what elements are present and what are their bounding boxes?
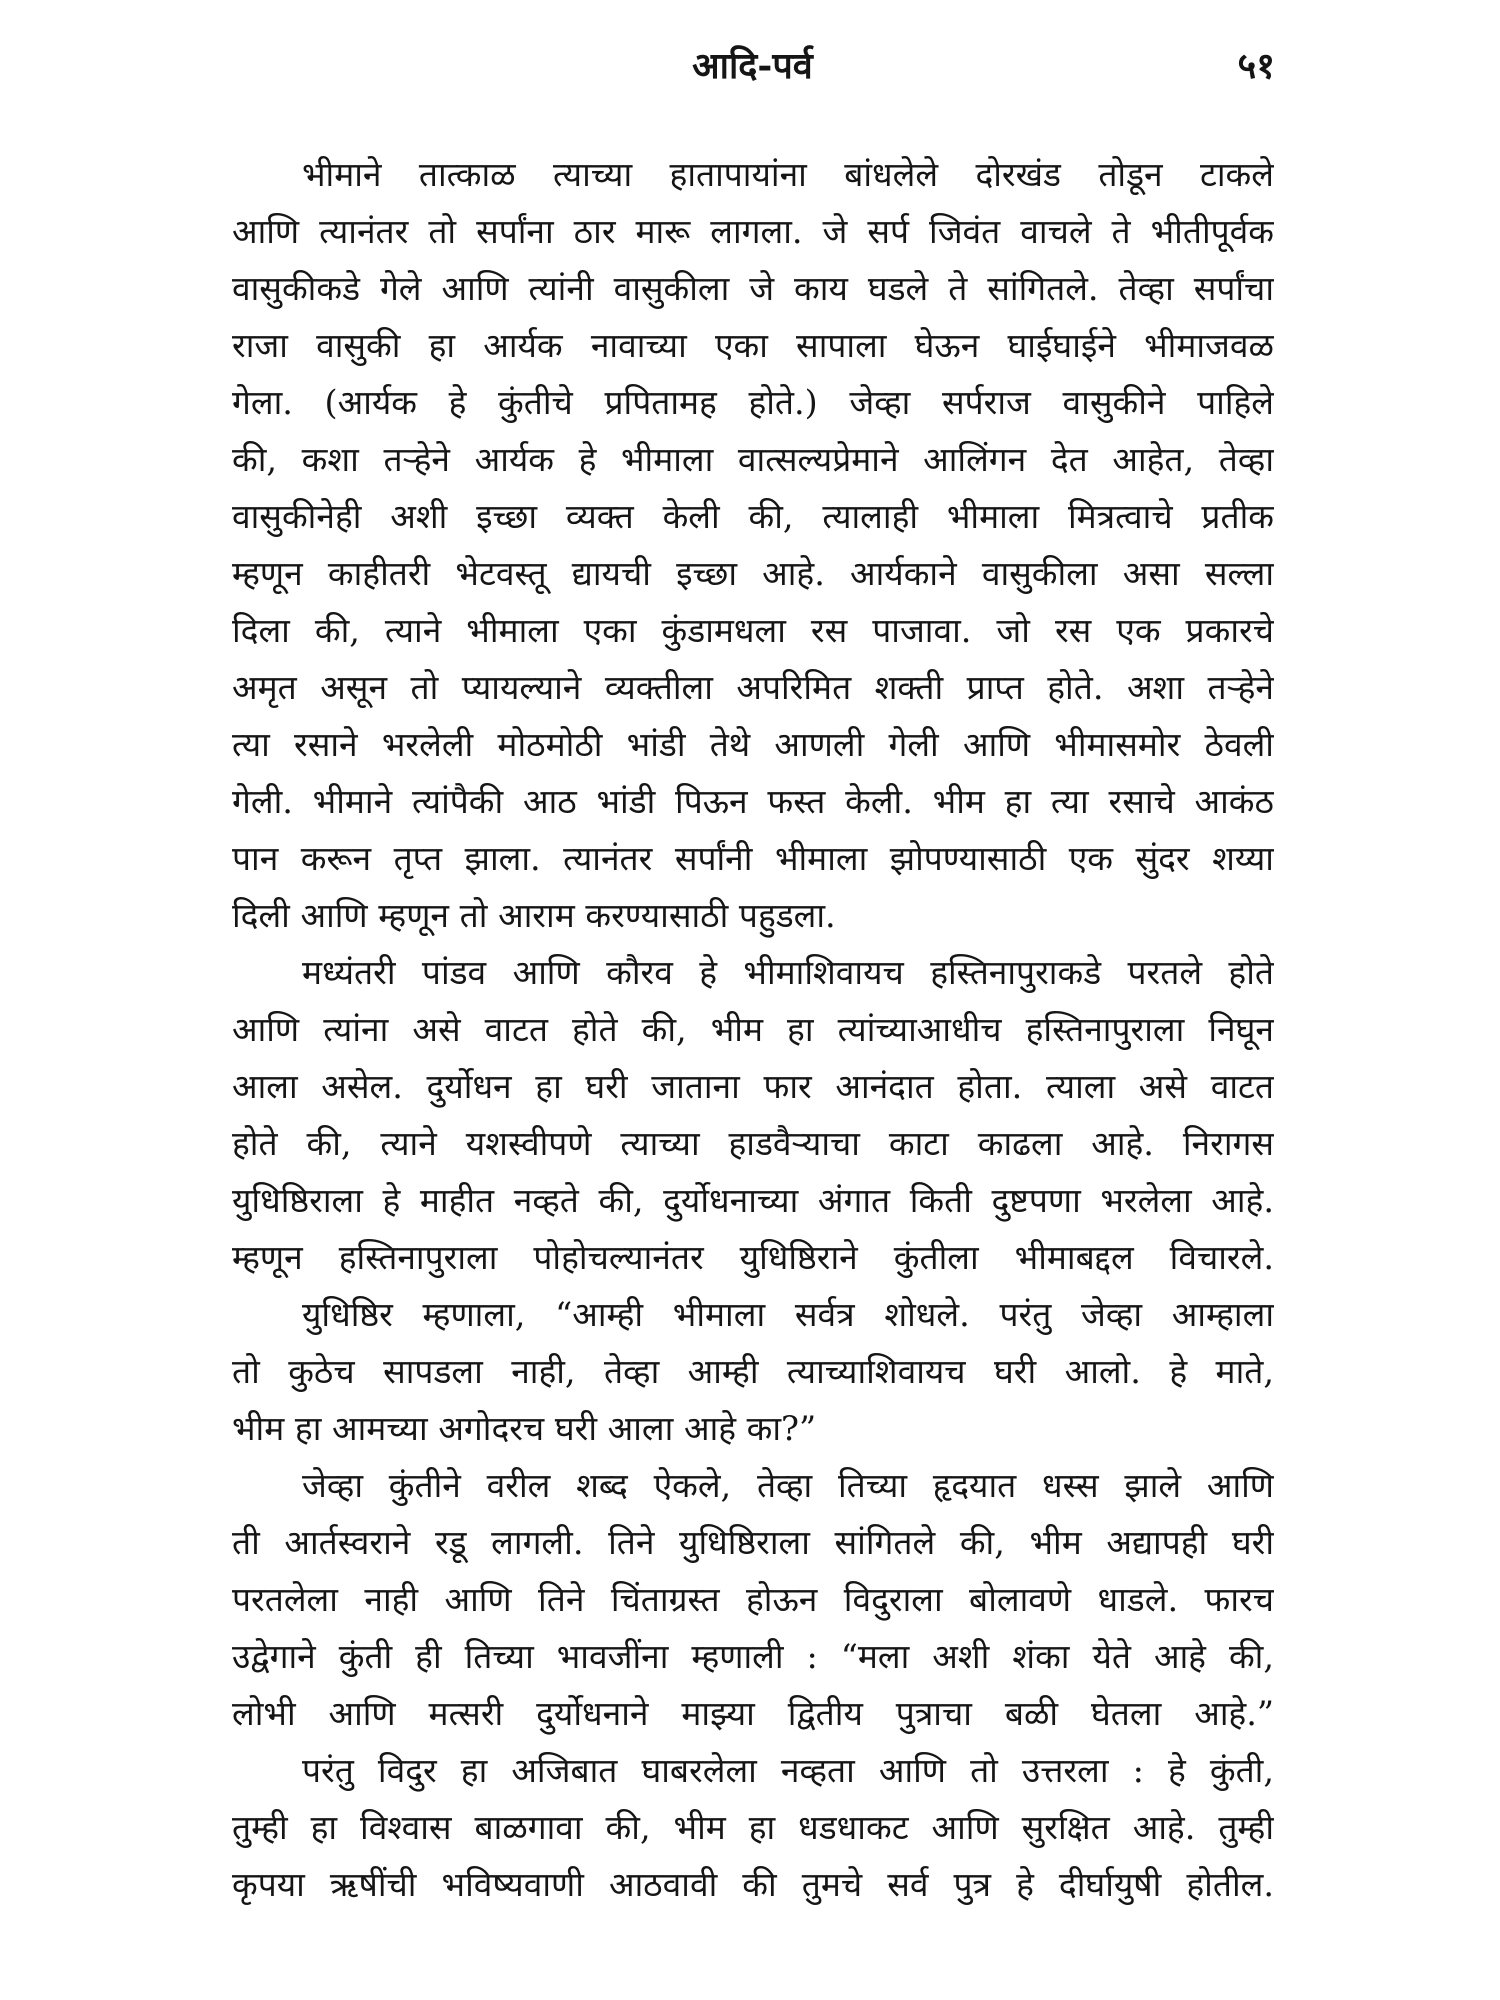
text-line: युधिष्ठिराला हे माहीत नव्हते की, दुर्योधनाच्या अंगात किती दुष्टपणा भरलेला आहे. bbox=[232, 1181, 1274, 1220]
paragraph bbox=[232, 1742, 1274, 1913]
text-line: ती आर्तस्वराने रडू लागली. तिने युधिष्ठिराला सांगितले की, भीम अद्यापही घरी bbox=[232, 1523, 1274, 1562]
text-line: राजा वासुकी हा आर्यक नावाच्या एका सापाला घेऊन घाईघाईने भीमाजवळ bbox=[232, 326, 1274, 365]
text-line: परतलेला नाही आणि तिने चिंताग्रस्त होऊन विदुराला बोलावणे धाडले. फारच bbox=[232, 1580, 1274, 1619]
text-line: दिला की, त्याने भीमाला एका कुंडामधला रस पाजावा. जो रस एक प्रकारचे bbox=[232, 611, 1274, 650]
text-line: अमृत असून तो प्यायल्याने व्यक्तीला अपरिमित शक्ती प्राप्त होते. अशा तऱ्हेने bbox=[232, 668, 1274, 707]
paragraph bbox=[232, 944, 1274, 1286]
text-line: वासुकीकडे गेले आणि त्यांनी वासुकीला जे काय घडले ते सांगितले. तेव्हा सर्पांचा bbox=[232, 269, 1274, 308]
text-line: पान करून तृप्त झाला. त्यानंतर सर्पांनी भीमाला झोपण्यासाठी एक सुंदर शय्या bbox=[232, 839, 1274, 878]
text-line: तो कुठेच सापडला नाही, तेव्हा आम्ही त्याच्याशिवायच घरी आलो. हे माते, bbox=[232, 1352, 1274, 1391]
text-line: म्हणून हस्तिनापुराला पोहोचल्यानंतर युधिष्ठिराने कुंतीला भीमाबद्दल विचारले. bbox=[232, 1238, 1274, 1277]
body-text bbox=[232, 146, 1274, 1913]
text-line: भीमाने तात्काळ त्याच्या हातापायांना बांधलेले दोरखंड तोडून टाकले bbox=[302, 155, 1274, 194]
text-line: दिली आणि म्हणून तो आराम करण्यासाठी पहुडला. bbox=[232, 896, 836, 935]
paragraph bbox=[232, 1286, 1274, 1457]
paragraph bbox=[232, 1457, 1274, 1742]
text-line: वासुकीनेही अशी इच्छा व्यक्त केली की, त्यालाही भीमाला मित्रत्वाचे प्रतीक bbox=[232, 497, 1274, 536]
text-line: आणि त्यानंतर तो सर्पांना ठार मारू लागला. जे सर्प जिवंत वाचले ते भीतीपूर्वक bbox=[232, 212, 1274, 251]
text-line: युधिष्ठिर म्हणाला, “आम्ही भीमाला सर्वत्र शोधले. परंतु जेव्हा आम्हाला bbox=[302, 1295, 1274, 1334]
chapter-title: आदि-पर्व bbox=[692, 45, 813, 87]
text-line: गेली. भीमाने त्यांपैकी आठ भांडी पिऊन फस्त केली. भीम हा त्या रसाचे आकंठ bbox=[232, 782, 1274, 821]
text-line: मध्यंतरी पांडव आणि कौरव हे भीमाशिवायच हस्तिनापुराकडे परतले होते bbox=[302, 953, 1274, 992]
text-line: म्हणून काहीतरी भेटवस्तू द्यायची इच्छा आहे. आर्यकाने वासुकीला असा सल्ला bbox=[232, 554, 1274, 593]
page-number: ५१ bbox=[1237, 45, 1275, 87]
text-line: उद्वेगाने कुंती ही तिच्या भावजींना म्हणाली : “मला अशी शंका येते आहे की, bbox=[232, 1637, 1274, 1676]
text-line: गेला. (आर्यक हे कुंतीचे प्रपितामह होते.) जेव्हा सर्पराज वासुकीने पाहिले bbox=[232, 383, 1274, 422]
text-line: कृपया ऋषींची भविष्यवाणी आठवावी की तुमचे सर्व पुत्र हे दीर्घायुषी होतील. bbox=[232, 1865, 1274, 1904]
text-line: आणि त्यांना असे वाटत होते की, भीम हा त्यांच्याआधीच हस्तिनापुराला निघून bbox=[232, 1010, 1274, 1049]
text-line: भीम हा आमच्या अगोदरच घरी आला आहे का?” bbox=[232, 1409, 817, 1448]
text-line: आला असेल. दुर्योधन हा घरी जाताना फार आनंदात होता. त्याला असे वाटत bbox=[232, 1067, 1274, 1106]
text-line: की, कशा तऱ्हेने आर्यक हे भीमाला वात्सल्यप्रेमाने आलिंगन देत आहेत, तेव्हा bbox=[232, 440, 1274, 479]
text-line: होते की, त्याने यशस्वीपणे त्याच्या हाडवैऱ्याचा काटा काढला आहे. निरागस bbox=[232, 1124, 1274, 1163]
running-header bbox=[230, 38, 1275, 98]
text-line: लोभी आणि मत्सरी दुर्योधनाने माझ्या द्वितीय पुत्राचा बळी घेतला आहे.” bbox=[232, 1694, 1274, 1733]
text-line: तुम्ही हा विश्वास बाळगावा की, भीम हा धडधाकट आणि सुरक्षित आहे. तुम्ही bbox=[232, 1808, 1274, 1847]
paragraph bbox=[232, 146, 1274, 944]
text-line: परंतु विदुर हा अजिबात घाबरलेला नव्हता आणि तो उत्तरला : हे कुंती, bbox=[302, 1751, 1274, 1790]
text-line: जेव्हा कुंतीने वरील शब्द ऐकले, तेव्हा तिच्या हृदयात धस्स झाले आणि bbox=[302, 1466, 1274, 1505]
text-line: त्या रसाने भरलेली मोठमोठी भांडी तेथे आणली गेली आणि भीमासमोर ठेवली bbox=[232, 725, 1274, 764]
